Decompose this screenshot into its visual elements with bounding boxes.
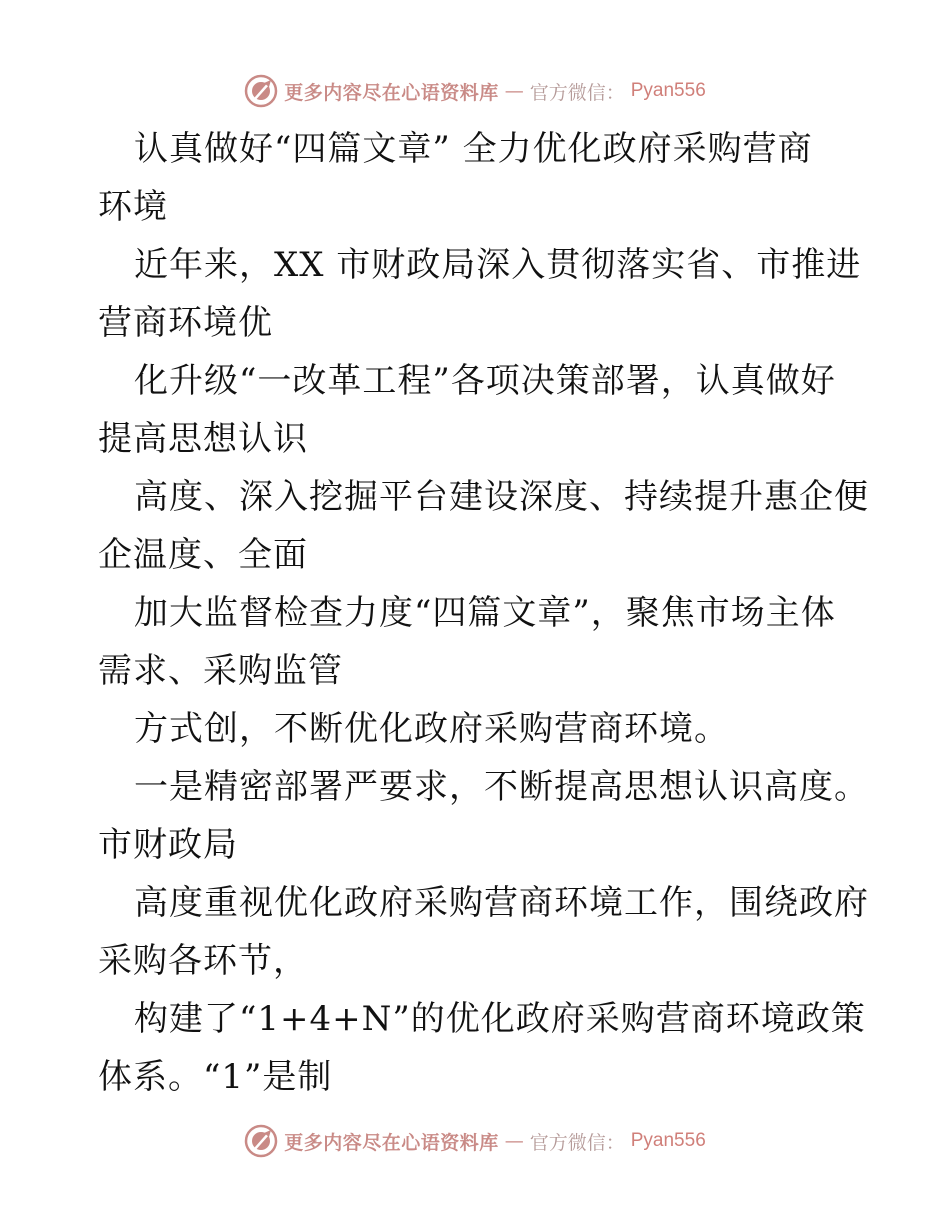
quill-logo-icon: [244, 74, 278, 108]
text-line: 需求、采购监管: [98, 651, 343, 691]
text-line: 提高思想认识: [98, 419, 308, 459]
text-line: 高度、深入挖掘平台建设深度、持续提升惠企便: [134, 477, 869, 517]
text-line: 环境: [98, 187, 168, 227]
watermark-wechat-id: Pyan556: [630, 80, 706, 101]
text-line: 加大监督检查力度“四篇文章”，聚焦市场主体: [134, 593, 836, 633]
watermark-text: 更多内容尽在心语资料库: [284, 81, 499, 104]
text-line: 高度重视优化政府采购营商环境工作，围绕政府: [134, 883, 869, 923]
text-line: 一是精密部署严要求，不断提高思想认识高度。: [134, 767, 869, 807]
text-line: 营商环境优: [98, 303, 273, 343]
watermark-text: 更多内容尽在心语资料库: [284, 1131, 499, 1154]
watermark-separator: —: [504, 1130, 524, 1152]
text-line: 认真做好“四篇文章” 全力优化政府采购营商: [134, 129, 813, 169]
text-line: 化升级“一改革工程”各项决策部署，认真做好: [134, 361, 836, 401]
header-watermark: [0, 71, 950, 111]
text-line: 方式创，不断优化政府采购营商环境。: [134, 709, 729, 749]
watermark-separator: —: [504, 80, 524, 102]
text-line: 采购各环节，: [98, 941, 308, 981]
text-line: 体系。“1”是制: [98, 1057, 333, 1097]
document-body: [98, 120, 869, 1106]
text-line: 近年来，XX 市财政局深入贯彻落实省、市推进: [134, 245, 862, 285]
watermark-wechat-label: 官方微信：: [529, 81, 625, 104]
footer-watermark: [0, 1121, 950, 1161]
quill-logo-icon: [244, 1124, 278, 1158]
text-line: 企温度、全面: [98, 535, 308, 575]
watermark-wechat-label: 官方微信：: [529, 1131, 625, 1154]
text-line: 市财政局: [98, 825, 238, 865]
text-line: 构建了“1+4+N”的优化政府采购营商环境政策: [134, 999, 866, 1039]
watermark-wechat-id: Pyan556: [630, 1130, 706, 1151]
